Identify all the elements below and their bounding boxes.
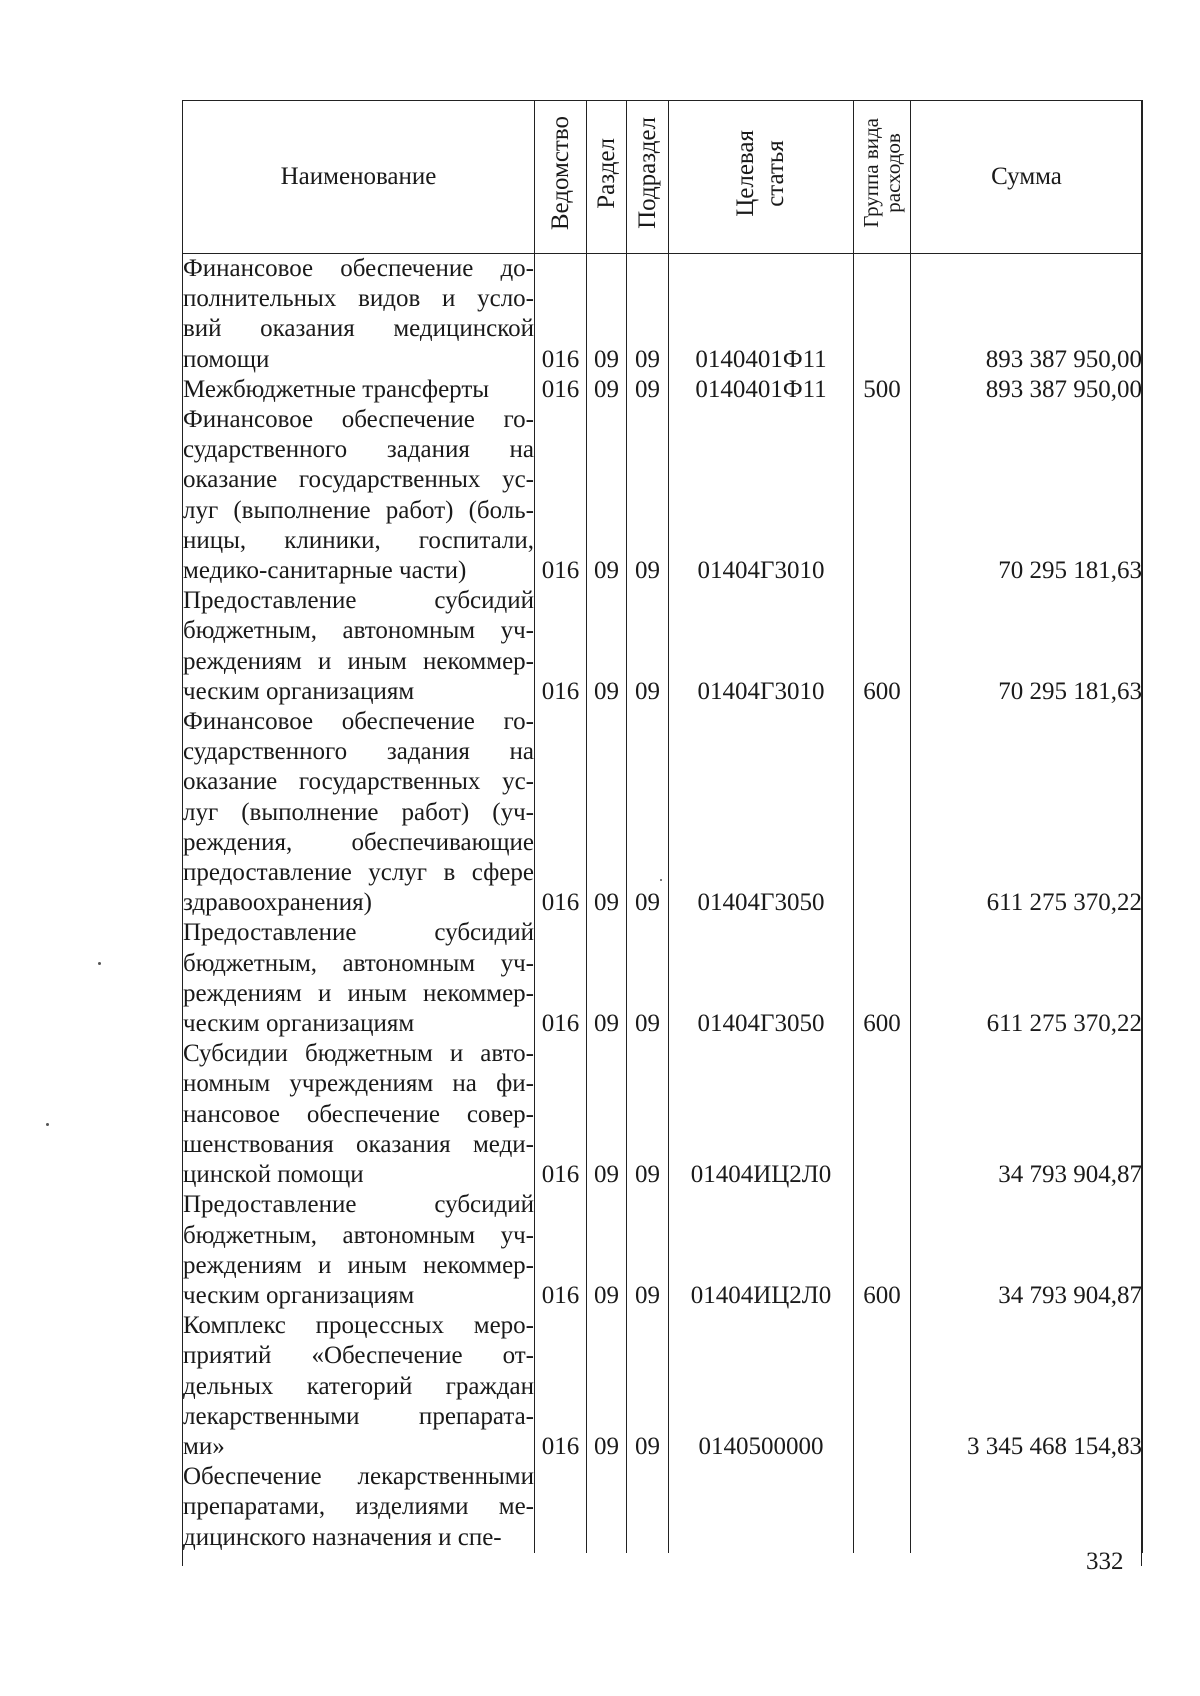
- cell-section: 09: [587, 1039, 627, 1190]
- cell-subsection: 09: [627, 707, 669, 918]
- header-section: Раздел: [587, 101, 627, 254]
- cell-subsection: 09: [627, 918, 669, 1039]
- row-name-line: препаратами, изделиями ме-: [183, 1493, 534, 1521]
- row-name-line: бюджетным, автономным уч-: [183, 617, 534, 645]
- cell-expense-group: 600: [854, 918, 911, 1039]
- cell-subsection: 09: [627, 254, 669, 375]
- row-name-line: Предоставление субсидий: [183, 1191, 534, 1219]
- cell-section: 09: [587, 254, 627, 375]
- cell-expense-group: [854, 1462, 911, 1553]
- row-name: [183, 1311, 535, 1462]
- row-name: [183, 707, 535, 918]
- cell-target-article: 01404Г3010: [669, 405, 854, 586]
- cell-subsection: 09: [627, 1039, 669, 1190]
- row-name-line: дицинского назначения и спе-: [183, 1523, 502, 1551]
- cell-expense-group: [854, 1311, 911, 1462]
- header-department: Ведомство: [535, 101, 587, 254]
- cell-expense-group: 600: [854, 1190, 911, 1311]
- row-name-line: нансовое обеспечение совер-: [183, 1100, 534, 1128]
- row-name-line: ческим организациям: [183, 1281, 415, 1309]
- row-name-line: номным учреждениям на фи-: [183, 1070, 534, 1098]
- row-name: [183, 586, 535, 707]
- row-name-line: предоставление услуг в сфере: [183, 859, 534, 887]
- cell-subsection: [627, 1462, 669, 1553]
- table-row: [183, 1311, 1143, 1462]
- row-name-line: цинской помощи: [183, 1161, 364, 1189]
- cell-target-article: [669, 1462, 854, 1553]
- row-name-line: Комплекс процессных меро-: [183, 1312, 534, 1340]
- row-name-line: луг (выполнение работ) (боль-: [183, 496, 534, 524]
- cell-amount: 893 387 950,00: [911, 254, 1143, 375]
- row-name-line: Обеспечение лекарственными: [183, 1463, 534, 1491]
- table-header-row: [183, 101, 1143, 254]
- row-name-line: сударственного задания на: [183, 436, 534, 464]
- row-name: [183, 1462, 535, 1553]
- row-name-line: сударственного задания на: [183, 738, 534, 766]
- cell-section: 09: [587, 405, 627, 586]
- cell-target-article: 0140401Ф11: [669, 254, 854, 375]
- header-amount: Сумма: [911, 101, 1143, 254]
- cell-department: 016: [535, 1190, 587, 1311]
- row-name: [183, 1190, 535, 1311]
- row-name-line: Субсидии бюджетным и авто-: [183, 1040, 534, 1068]
- scan-speck: [46, 1123, 49, 1126]
- cell-subsection: 09: [627, 586, 669, 707]
- cell-amount: 70 295 181,63: [911, 405, 1143, 586]
- cell-target-article: 01404Г3010: [669, 586, 854, 707]
- cell-target-article: 01404Г3050: [669, 707, 854, 918]
- cell-expense-group: 600: [854, 586, 911, 707]
- row-name: [183, 405, 535, 586]
- row-name-line: реждениям и иным некоммер-: [183, 979, 534, 1007]
- cell-amount: 893 387 950,00: [911, 375, 1143, 405]
- cell-department: [535, 1462, 587, 1553]
- cell-target-article: 01404ИЦ2Л0: [669, 1190, 854, 1311]
- cell-expense-group: [854, 1039, 911, 1190]
- cell-department: 016: [535, 707, 587, 918]
- cell-expense-group: [854, 254, 911, 375]
- cell-department: 016: [535, 375, 587, 405]
- cell-amount: 34 793 904,87: [911, 1190, 1143, 1311]
- row-name-line: луг (выполнение работ) (уч-: [183, 798, 534, 826]
- cell-section: 09: [587, 918, 627, 1039]
- budget-table: [182, 100, 1143, 1553]
- row-name-line: ницы, клиники, госпитали,: [183, 526, 534, 554]
- scan-speck: [660, 879, 662, 881]
- cell-amount: 611 275 370,22: [911, 918, 1143, 1039]
- cell-amount: 34 793 904,87: [911, 1039, 1143, 1190]
- table-row: [183, 707, 1143, 918]
- cell-department: 016: [535, 254, 587, 375]
- row-name-line: ческим организациям: [183, 1010, 415, 1038]
- row-name-line: бюджетным, автономным уч-: [183, 949, 534, 977]
- row-name-line: приятий «Обеспечение от-: [183, 1342, 534, 1370]
- row-name-line: бюджетным, автономным уч-: [183, 1221, 534, 1249]
- table-row: [183, 375, 1143, 405]
- table-row: [183, 405, 1143, 586]
- row-name-line: вий оказания медицинской: [183, 315, 534, 343]
- row-name-line: ческим организациям: [183, 677, 415, 705]
- row-name-line: ми»: [183, 1432, 225, 1460]
- cell-target-article: 01404ИЦ2Л0: [669, 1039, 854, 1190]
- row-name: [183, 375, 535, 405]
- row-name-line: оказание государственных ус-: [183, 466, 534, 494]
- table-row: [183, 1462, 1143, 1553]
- cell-target-article: 0140401Ф11: [669, 375, 854, 405]
- cell-subsection: 09: [627, 375, 669, 405]
- row-name-line: реждениям и иным некоммер-: [183, 1251, 534, 1279]
- row-name-line: дельных категорий граждан: [183, 1372, 534, 1400]
- header-target-article: Целевая статья: [669, 101, 854, 254]
- table-row: [183, 918, 1143, 1039]
- row-name-line: реждениям и иным некоммер-: [183, 647, 534, 675]
- header-subsection: Подраздел: [627, 101, 669, 254]
- cell-amount: 3 345 468 154,83: [911, 1311, 1143, 1462]
- row-name-line: полнительных видов и усло-: [183, 285, 534, 313]
- cell-section: 09: [587, 1190, 627, 1311]
- row-name-line: Финансовое обеспечение до-: [183, 255, 534, 282]
- row-name-line: Предоставление субсидий: [183, 919, 534, 947]
- cell-subsection: 09: [627, 1311, 669, 1462]
- row-name: [183, 254, 535, 375]
- row-name-line: Межбюджетные трансферты: [183, 375, 490, 403]
- row-name-line: шенствования оказания меди-: [183, 1130, 534, 1158]
- table-row: [183, 1190, 1143, 1311]
- cell-target-article: 0140500000: [669, 1311, 854, 1462]
- page-number: 332: [1086, 1548, 1124, 1575]
- cell-subsection: 09: [627, 405, 669, 586]
- cell-amount: [911, 1462, 1143, 1553]
- cell-department: 016: [535, 405, 587, 586]
- row-name: [183, 918, 535, 1039]
- row-name-line: лекарственными препарата-: [183, 1402, 534, 1430]
- row-name-line: медико-санитарные части): [183, 557, 467, 585]
- cell-section: 09: [587, 1311, 627, 1462]
- table-row: [183, 1039, 1143, 1190]
- cell-section: 09: [587, 375, 627, 405]
- cell-subsection: 09: [627, 1190, 669, 1311]
- row-name-line: оказание государственных ус-: [183, 768, 534, 796]
- cell-expense-group: [854, 707, 911, 918]
- row-name-line: Финансовое обеспечение го-: [183, 406, 534, 434]
- cell-section: [587, 1462, 627, 1553]
- row-name-line: помощи: [183, 345, 270, 373]
- cell-expense-group: 500: [854, 375, 911, 405]
- row-name-line: Финансовое обеспечение го-: [183, 708, 534, 736]
- cell-department: 016: [535, 918, 587, 1039]
- table-row: [183, 586, 1143, 707]
- cell-section: 09: [587, 707, 627, 918]
- cell-expense-group: [854, 405, 911, 586]
- cell-section: 09: [587, 586, 627, 707]
- row-name-line: здравоохранения): [183, 889, 372, 917]
- cell-department: 016: [535, 1311, 587, 1462]
- header-name: Наименование: [183, 101, 535, 254]
- cell-department: 016: [535, 586, 587, 707]
- scan-speck: [98, 962, 101, 965]
- row-name: [183, 1039, 535, 1190]
- table-row: [183, 254, 1143, 375]
- row-name-line: Предоставление субсидий: [183, 587, 534, 615]
- cell-target-article: 01404Г3050: [669, 918, 854, 1039]
- cell-department: 016: [535, 1039, 587, 1190]
- header-expense-group: Группа вида расходов: [854, 101, 911, 254]
- row-name-line: реждения, обеспечивающие: [183, 828, 534, 856]
- cell-amount: 611 275 370,22: [911, 707, 1143, 918]
- cell-amount: 70 295 181,63: [911, 586, 1143, 707]
